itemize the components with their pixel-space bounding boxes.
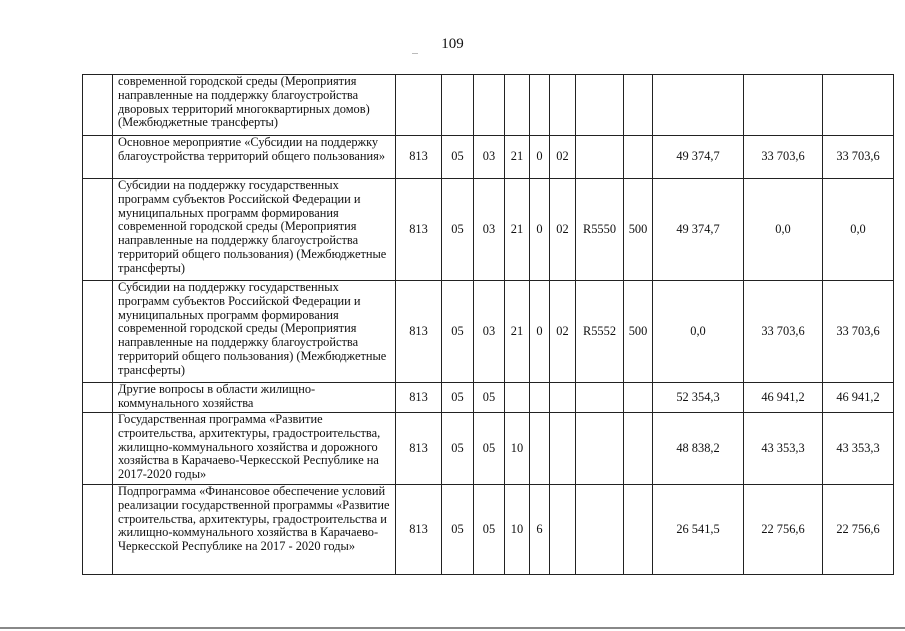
cell-code-direction xyxy=(576,485,624,575)
cell-code-section: 05 xyxy=(442,281,474,383)
cell-amount-year2: 33 703,6 xyxy=(744,136,823,179)
cell-index xyxy=(83,179,113,281)
cell-code-admin: 813 xyxy=(396,136,442,179)
table-row xyxy=(83,75,894,136)
cell-code-admin: 813 xyxy=(396,413,442,485)
cell-code-section: 05 xyxy=(442,136,474,179)
cell-code-subsection: 03 xyxy=(474,179,505,281)
cell-code-expense-type: 500 xyxy=(624,281,653,383)
cell-index xyxy=(83,383,113,413)
cell-code-program xyxy=(505,75,530,136)
cell-code-section: 05 xyxy=(442,383,474,413)
cell-name: Государственная программа «Развитие строительства, архитектуры, градостроительства, жилищно-коммунального хозяйства и дорожного хозяйства в Карачаево-Черкесской Республике на 2017-2020 годы» xyxy=(113,413,396,485)
cell-amount-year1: 0,0 xyxy=(653,281,744,383)
cell-code-subsection: 05 xyxy=(474,413,505,485)
cell-amount-year1: 26 541,5 xyxy=(653,485,744,575)
cell-code-program: 21 xyxy=(505,179,530,281)
table-row xyxy=(83,281,894,383)
cell-code-subprogram: 0 xyxy=(530,136,550,179)
table-row xyxy=(83,485,894,575)
cell-amount-year1: 48 838,2 xyxy=(653,413,744,485)
cell-name: Основное мероприятие «Субсидии на поддержку благоустройства территорий общего пользования» xyxy=(113,136,396,179)
cell-code-admin: 813 xyxy=(396,383,442,413)
cell-amount-year2: 33 703,6 xyxy=(744,281,823,383)
cell-code-activity xyxy=(550,383,576,413)
cell-code-activity: 02 xyxy=(550,136,576,179)
cell-code-subsection: 03 xyxy=(474,136,505,179)
cell-amount-year2: 22 756,6 xyxy=(744,485,823,575)
cell-code-subprogram: 0 xyxy=(530,281,550,383)
cell-code-direction xyxy=(576,136,624,179)
cell-code-activity: 02 xyxy=(550,281,576,383)
cell-code-expense-type xyxy=(624,136,653,179)
cell-code-activity: 02 xyxy=(550,179,576,281)
cell-code-admin: 813 xyxy=(396,281,442,383)
cell-code-program: 21 xyxy=(505,136,530,179)
table-row xyxy=(83,413,894,485)
cell-code-subprogram xyxy=(530,75,550,136)
cell-amount-year3 xyxy=(823,75,894,136)
cell-code-admin: 813 xyxy=(396,485,442,575)
cell-code-expense-type xyxy=(624,413,653,485)
cell-code-expense-type: 500 xyxy=(624,179,653,281)
cell-code-direction xyxy=(576,413,624,485)
cell-code-subprogram: 0 xyxy=(530,179,550,281)
cell-code-direction: R5550 xyxy=(576,179,624,281)
cell-code-subprogram xyxy=(530,383,550,413)
cell-name: Субсидии на поддержку государственных программ субъектов Российской Федерации и муниципальных программ формирования современной городской среды (Мероприятия направленные на поддержку благоустройства территорий общего пользования) (Межбюджетные трансферты) xyxy=(113,281,396,383)
cell-code-admin: 813 xyxy=(396,179,442,281)
cell-code-subsection xyxy=(474,75,505,136)
table-row xyxy=(83,383,894,413)
cell-code-program xyxy=(505,383,530,413)
cell-amount-year1: 49 374,7 xyxy=(653,179,744,281)
cell-code-program: 21 xyxy=(505,281,530,383)
cell-code-admin xyxy=(396,75,442,136)
cell-code-expense-type xyxy=(624,75,653,136)
cell-code-subsection: 05 xyxy=(474,485,505,575)
table-row xyxy=(83,136,894,179)
cell-code-direction xyxy=(576,383,624,413)
cell-amount-year3: 43 353,3 xyxy=(823,413,894,485)
cell-amount-year1: 49 374,7 xyxy=(653,136,744,179)
cell-index xyxy=(83,485,113,575)
table-row xyxy=(83,179,894,281)
cell-code-program: 10 xyxy=(505,485,530,575)
cell-amount-year2: 46 941,2 xyxy=(744,383,823,413)
cell-code-section xyxy=(442,75,474,136)
budget-table xyxy=(82,74,894,575)
cell-code-subsection: 05 xyxy=(474,383,505,413)
cell-amount-year3: 33 703,6 xyxy=(823,281,894,383)
cell-code-subprogram xyxy=(530,413,550,485)
cell-code-section: 05 xyxy=(442,485,474,575)
cell-code-subprogram: 6 xyxy=(530,485,550,575)
cell-code-activity xyxy=(550,413,576,485)
cell-amount-year1 xyxy=(653,75,744,136)
cell-code-section: 05 xyxy=(442,179,474,281)
cell-index xyxy=(83,136,113,179)
cell-amount-year2: 0,0 xyxy=(744,179,823,281)
cell-index xyxy=(83,75,113,136)
cell-index xyxy=(83,281,113,383)
cell-code-activity xyxy=(550,75,576,136)
cell-code-expense-type xyxy=(624,485,653,575)
cell-amount-year3: 33 703,6 xyxy=(823,136,894,179)
page-bottom-edge xyxy=(0,627,905,629)
cell-amount-year1: 52 354,3 xyxy=(653,383,744,413)
cell-amount-year3: 46 941,2 xyxy=(823,383,894,413)
cell-name: Субсидии на поддержку государственных программ субъектов Российской Федерации и муниципальных программ формирования современной городской среды (Мероприятия направленные на поддержку благоустройства территорий общего пользования) (Межбюджетные трансферты) xyxy=(113,179,396,281)
cell-amount-year3: 22 756,6 xyxy=(823,485,894,575)
cell-code-program: 10 xyxy=(505,413,530,485)
cell-amount-year3: 0,0 xyxy=(823,179,894,281)
cell-code-direction xyxy=(576,75,624,136)
cell-index xyxy=(83,413,113,485)
cell-name: современной городской среды (Мероприятия направленные на поддержку благоустройства дворовых территорий многоквартирных домов) (Межбюджетные трансферты) xyxy=(113,75,396,136)
cell-code-subsection: 03 xyxy=(474,281,505,383)
page-number: 109 xyxy=(441,36,464,52)
cell-code-activity xyxy=(550,485,576,575)
cell-code-expense-type xyxy=(624,383,653,413)
cell-amount-year2: 43 353,3 xyxy=(744,413,823,485)
scan-mark xyxy=(412,53,418,54)
cell-name: Подпрограмма «Финансовое обеспечение условий реализации государственной программы «Развитие строительства, архитектуры, градостроительства и жилищно-коммунального хозяйства в Карачаево-Черкесской Республике на 2017 - 2020 годы» xyxy=(113,485,396,575)
cell-amount-year2 xyxy=(744,75,823,136)
cell-code-section: 05 xyxy=(442,413,474,485)
cell-code-direction: R5552 xyxy=(576,281,624,383)
cell-name: Другие вопросы в области жилищно-коммунального хозяйства xyxy=(113,383,396,413)
